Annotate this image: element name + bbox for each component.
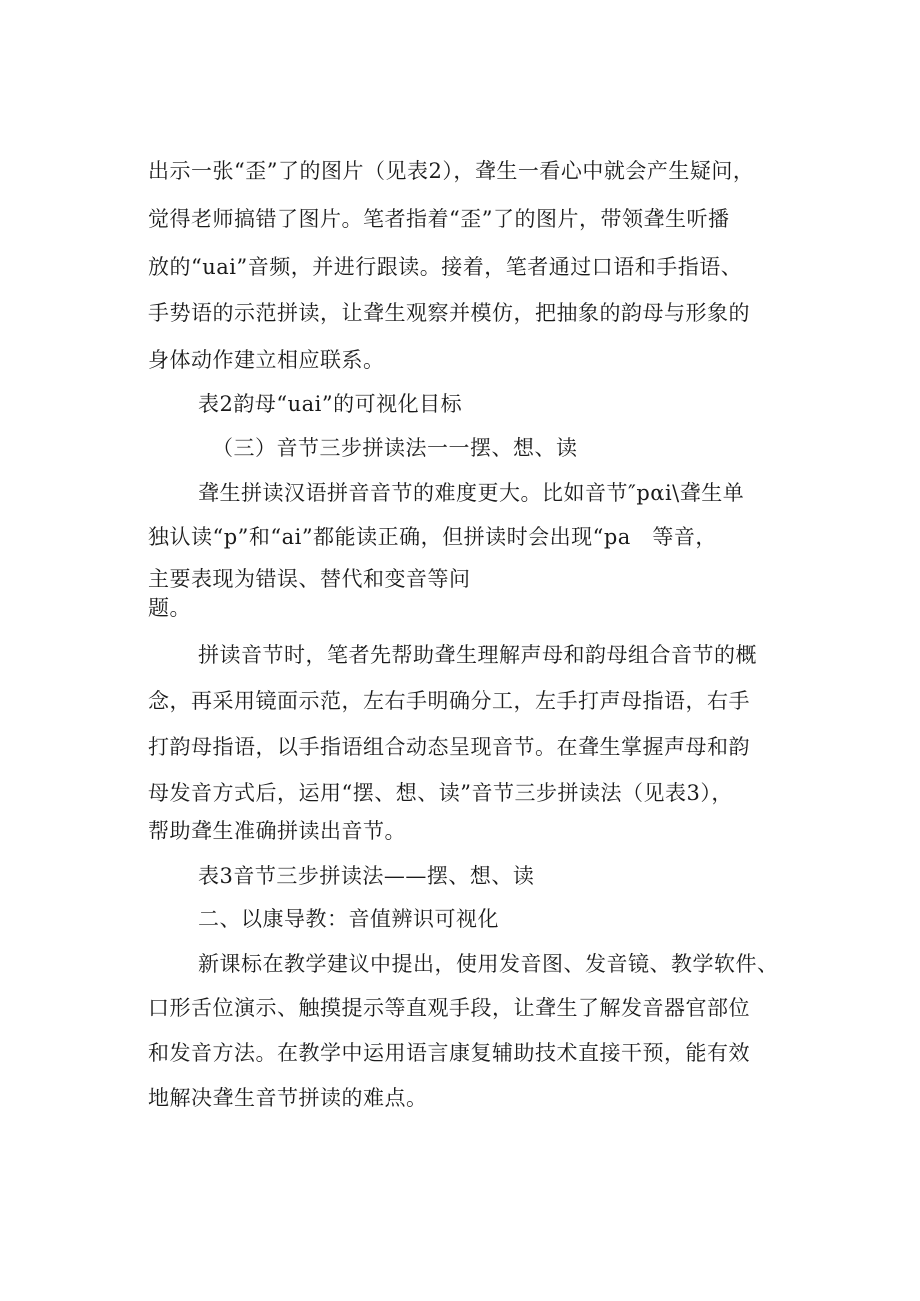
paragraph-line: 出示一张“歪”了的图片（见表2），聋生一看心中就会产生疑问， (148, 159, 755, 183)
paragraph-line: 母发音方式后，运用“摆、想、读”音节三步拼读法（见表3）， (148, 781, 733, 805)
paragraph-line: 主要表现为错误、替代和变音等问 (148, 567, 471, 591)
paragraph-line: 念，再采用镜面示范，左右手明确分工，左手打声母指语，右手 (148, 689, 750, 713)
paragraph-line: 打韵母指语，以手指语组合动态呈现音节。在聋生掌握声母和韵 (148, 735, 750, 759)
paragraph-line: 和发音方法。在教学中运用语言康复辅助技术直接干预，能有效 (148, 1041, 750, 1065)
paragraph-line: 放的“uai”音频，并进行跟读。接着，笔者通过口语和手指语、 (148, 255, 743, 279)
paragraph-line: 觉得老师搞错了图片。笔者指着“歪”了的图片，带领聋生听播 (148, 207, 730, 231)
paragraph-line: 拼读音节时，笔者先帮助聋生理解声母和韵母组合音节的概 (198, 643, 757, 667)
paragraph-line: 题。 (148, 596, 191, 620)
paragraph-line: 口形舌位演示、触摸提示等直观手段，让聋生了解发音器官部位 (148, 996, 750, 1020)
paragraph-line: 帮助聋生准确拼读出音节。 (148, 819, 406, 843)
paragraph-line: 聋生拼读汉语拼音音节的难度更大。比如音节″pαi\聋生单 (198, 481, 745, 505)
paragraph-line: 地解决聋生音节拼读的难点。 (148, 1086, 428, 1110)
paragraph-line: 新课标在教学建议中提出，使用发音图、发音镜、教学软件、 (198, 952, 779, 976)
section-heading: 二、以康导教：音值辨识可视化 (198, 907, 499, 931)
table-caption: 表3音节三步拼读法——摆、想、读 (198, 864, 535, 888)
paragraph-line: 手势语的示范拼读，让聋生观察并模仿，把抽象的韵母与形象的 (148, 301, 750, 325)
table-caption: 表2韵母“uai”的可视化目标 (198, 392, 463, 416)
section-heading: （三）音节三步拼读法一一摆、想、读 (212, 436, 578, 460)
paragraph-line: 身体动作建立相应联系。 (148, 348, 385, 372)
paragraph-line: 独认读“p”和“ai”都能读正确，但拼读时会出现“pa 等音， (148, 525, 717, 549)
